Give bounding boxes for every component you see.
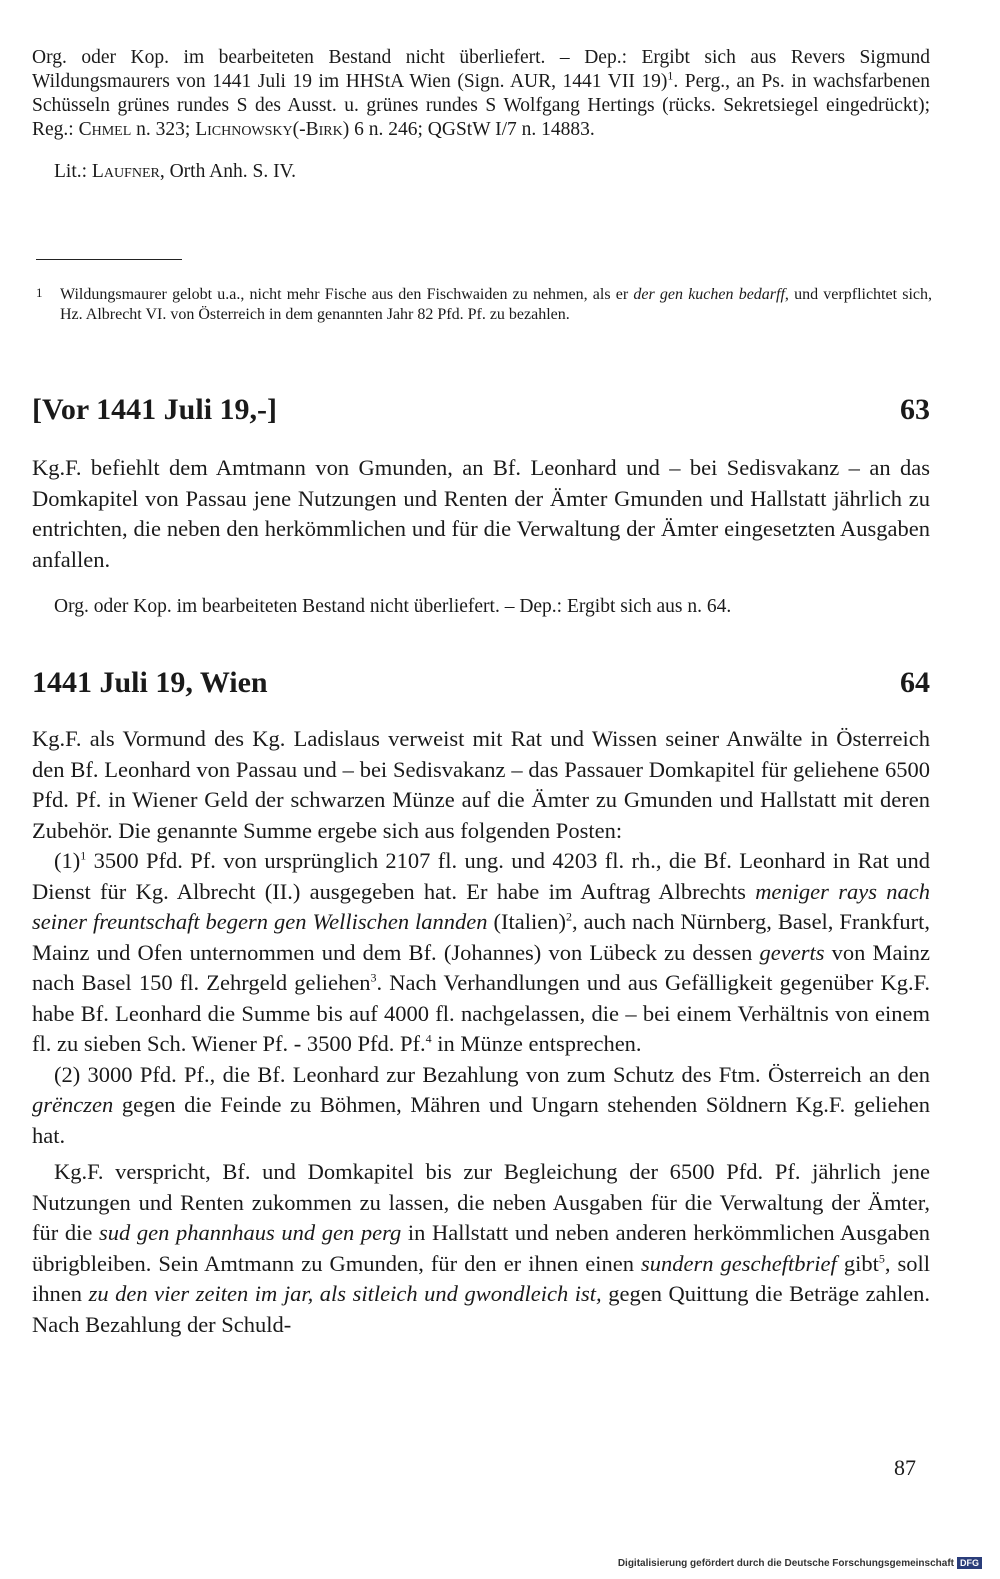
source-note: Org. oder Kop. im bearbeiteten Bestand nicht überliefert. – Dep.: Ergibt sich aus Revers Sigmund Wildungsmaurers von 1441 Juli 19 im HHStA Wien (Sign. AUR, 1441 VII 19)$^1$. Perg., an Ps. in wachsfarbenen Schüsseln grünes rundes S des Ausst. u. grünes rundes S Wolfgang Hertings (rücks. Sekretsiegel eingedrückt); Reg.: Chmel n. 323; Lichnowsky(-Birk) 6 n. 246; QGStW I/7 n. 14883. — [32, 47, 930, 140]
entry-heading — [32, 393, 930, 427]
entry-intro: Kg.F. als Vormund des Kg. Ladislaus verweist mit Rat und Wissen seiner Anwälte in Österreich den Bf. Leonhard von Passau und – bei Sedisvakanz – das Passauer Domkapitel für geliehene 6500 Pfd. Pf. in Wiener Geld der schwarzen Münze auf die Ämter zu Gmunden und Hallstatt mit deren Zubehör. Die genannte Summe ergebe sich aus folgenden Posten: — [32, 726, 930, 843]
footnote-ref[interactable]: 1 — [667, 68, 674, 83]
entry-date: 1441 Juli 19, Wien — [32, 666, 268, 699]
quotation: der gen kuchen bedarff — [633, 286, 785, 303]
footnote-number: 1 — [36, 285, 43, 300]
footnote-ref[interactable]: 5 — [878, 1251, 885, 1265]
footnote-divider — [36, 259, 182, 260]
quotation: zu den vier zeiten im jar, als sitleich und gwondleich ist, — [88, 1281, 602, 1306]
list-item: (2) 3000 Pfd. Pf., die Bf. Leonhard zur Bezahlung von zum Schutz des Ftm. Österreich an den grënczen gegen die Feinde zu Böhmen, Mähren und Ungarn stehenden Söldnern Kg.F. geliehen hat. — [32, 1061, 930, 1148]
author-name: Lichnowsky(-Birk) — [195, 119, 350, 140]
digitization-footer — [618, 1557, 982, 1569]
footnote: Wildungsmaurer gelobt u.a., nicht mehr Fische aus den Fischwaiden zu nehmen, als er der gen kuchen bedarff, und verpflichtet sich, Hz. Albrecht VI. von Österreich in dem genannten Jahr 82 Pfd. Pf. zu bezahlen. — [60, 286, 933, 323]
footnote-ref[interactable]: 1 — [80, 848, 87, 863]
entry-number: 63 — [900, 393, 930, 426]
footnote-ref[interactable]: 2 — [565, 909, 572, 924]
list-item: $(1)^1$ 3500 Pfd. Pf. von ursprünglich 2107 fl. ung. und 4203 fl. rh., die Bf. Leonhard in Rat und Dienst für Kg. Albrecht (II.) ausgegeben hat. Er habe im Auftrag Albrechts meniger rays nach seiner freuntschaft begern gen Wellischen lannden (Italien)$^2$, auch nach Nürnberg, Basel, Frankfurt, Mainz und Ofen unternommen und dem Bf. (Johannes) von Lübeck zu dessen geverts von Mainz nach Basel 150 fl. Zehrgeld geliehen$^3$. Nach Verhandlungen und aus Gefälligkeit gegenüber Kg.F. habe Bf. Leonhard die Summe bis auf 4000 fl. nachgelassen, die – bei einem Verhältnis von einem fl. zu sieben Sch. Wiener Pf. - 3500 Pfd. Pf.$^4$ in Münze entsprechen. — [32, 848, 930, 1056]
footnote-ref[interactable]: 4 — [425, 1031, 432, 1046]
source-note: Org. oder Kop. im bearbeiteten Bestand nicht überliefert. – Dep.: Ergibt sich aus n. 64. — [54, 596, 732, 617]
footer-text: Digitalisierung gefördert durch die Deutsche Forschungsgemeinschaft — [617, 1557, 954, 1569]
author-name: Laufner — [91, 161, 160, 182]
page-number: 87 — [894, 1455, 916, 1480]
entry-summary: Kg.F. befiehlt dem Amtmann von Gmunden, an Bf. Leonhard und – bei Sedisvakanz – an das Domkapitel von Passau jene Nutzungen und Renten der Ämter Gmunden und Hallstatt jährlich zu entrichten, die neben den herkömmlichen und für die Verwaltung der Ämter eingesetzten Ausgaben anfallen. — [32, 455, 930, 572]
literature-note: Lit.: Laufner, Orth Anh. S. IV. — [54, 161, 297, 182]
entry-heading — [32, 666, 930, 700]
entry-number: 64 — [900, 666, 930, 699]
quotation: sud gen phannhaus und gen perg — [98, 1220, 402, 1245]
dfg-logo-icon: DFG — [957, 1557, 982, 1569]
entry-body — [32, 724, 930, 1340]
source-note-block — [32, 46, 930, 184]
author-name: Chmel — [78, 119, 132, 140]
quotation: geverts — [759, 939, 825, 965]
footnote-ref[interactable]: 3 — [370, 970, 377, 985]
quotation: grënczen — [32, 1092, 114, 1117]
entry-date: [Vor 1441 Juli 19,-] — [32, 393, 278, 426]
quotation: sundern gescheftbrief — [641, 1250, 837, 1276]
closing-paragraph: Kg.F. verspricht, Bf. und Domkapitel bis zur Begleichung der 6500 Pfd. Pf. jährlich jene Nutzungen und Renten zukommen zu lassen, die neben Ausgaben für die Verwaltung der Ämter, für die sud gen phannhaus und gen perg in Hallstatt und neben anderen herkömmlichen Ausgaben übrigbleiben. Sein Amtmann zu Gmunden, für den er ihnen einen sundern gescheftbrief gibt$^5$, soll ihnen zu den vier zeiten im jar, als sitleich und gwondleich ist, gegen Quittung die Beträge zahlen. Nach Bezahlung der Schuld- — [32, 1159, 931, 1337]
quotation: meniger rays nach seiner freuntschaft begern gen Wellischen lannden — [32, 878, 930, 934]
